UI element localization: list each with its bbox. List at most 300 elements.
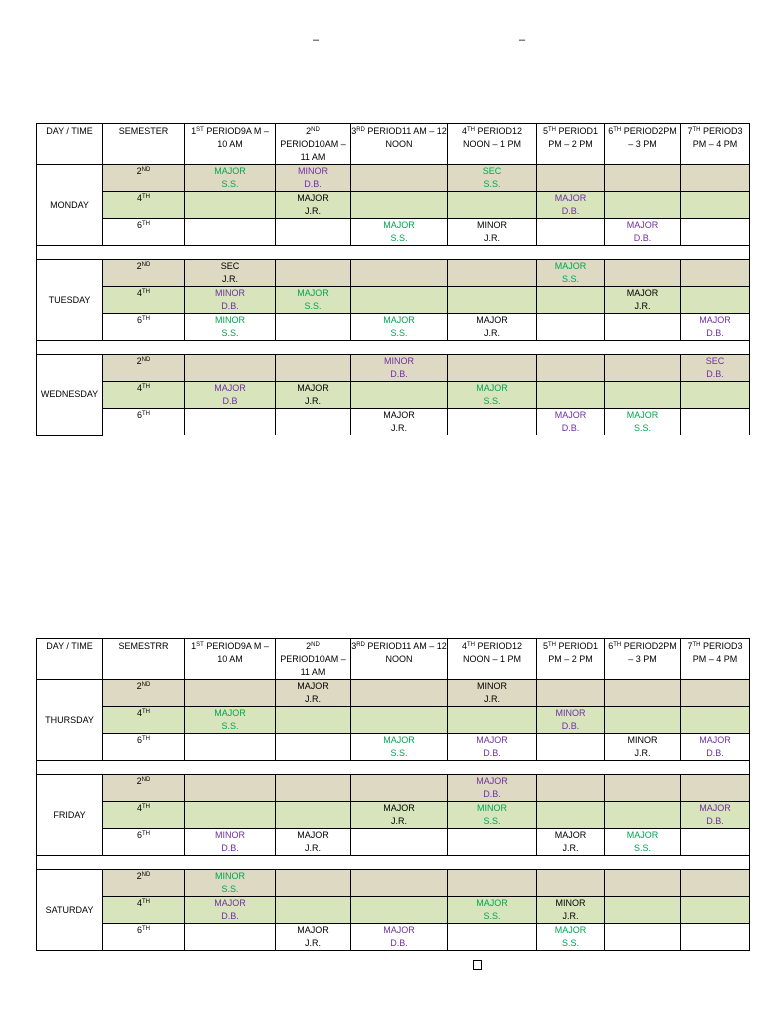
period-cell: [448, 802, 537, 829]
semester-cell: [103, 382, 185, 409]
semester-ordinal: TH: [142, 899, 150, 905]
semester-cell: [103, 734, 185, 761]
teacher-initials: S.S.: [390, 328, 408, 338]
course-type: MINOR: [555, 898, 586, 908]
course-type: MAJOR: [476, 735, 508, 745]
header-row: [37, 124, 750, 165]
separator-cell: [37, 856, 750, 870]
schedule-row: [37, 707, 750, 734]
period-cell: [537, 219, 605, 246]
period-cell: [351, 382, 448, 409]
schedule-row: [37, 680, 750, 707]
period-cell: [351, 775, 448, 802]
separator-cell: [37, 761, 750, 775]
period-cell: [351, 707, 448, 734]
semester-ordinal: TH: [142, 316, 150, 322]
course-type: MAJOR: [626, 410, 659, 420]
period-cell: [605, 802, 681, 829]
period-cell: [605, 165, 681, 192]
period-ordinal: ND: [311, 127, 320, 133]
period-cell: [276, 314, 351, 341]
period-cell: [681, 355, 750, 382]
semester-cell: [103, 260, 185, 287]
teacher-initials: S.S.: [633, 423, 651, 433]
teacher-initials: S.S.: [561, 274, 579, 284]
period-word: PERIOD: [280, 139, 315, 149]
period-header-3: [351, 124, 448, 165]
period-cell: [448, 355, 537, 382]
teacher-initials: S.S.: [221, 328, 239, 338]
schedule-row: [37, 870, 750, 897]
teacher-initials: J.R.: [483, 694, 500, 704]
teacher-initials: S.S.: [483, 396, 501, 406]
period-cell: [276, 870, 351, 897]
teacher-initials: D.B.: [706, 748, 724, 758]
period-word: PERIOD: [703, 126, 738, 136]
period-cell: [185, 219, 276, 246]
period-cell: [537, 382, 605, 409]
period-cell: [351, 260, 448, 287]
schedule-row: [37, 897, 750, 924]
period-word: PERIOD: [703, 641, 738, 651]
period-ordinal: TH: [692, 127, 701, 133]
course-type: MAJOR: [214, 898, 246, 908]
semester-number: 6: [136, 735, 142, 745]
course-type: MAJOR: [476, 776, 508, 786]
semester-cell: [103, 165, 185, 192]
period-cell: [185, 680, 276, 707]
period-title: [351, 641, 402, 651]
semester-ordinal: ND: [141, 682, 151, 688]
semester-header: SEMESTRR: [103, 639, 185, 680]
period-cell: [276, 287, 351, 314]
period-cell: [276, 680, 351, 707]
schedule-row: [37, 260, 750, 287]
period-cell: [605, 192, 681, 219]
period-cell: [605, 260, 681, 287]
semester-cell: [103, 802, 185, 829]
period-cell: [185, 382, 276, 409]
course-type: SEC: [220, 261, 240, 271]
semester-cell: [103, 775, 185, 802]
teacher-initials: J.R.: [221, 274, 238, 284]
period-cell: [681, 314, 750, 341]
schedule-row: [37, 382, 750, 409]
period-cell: [537, 287, 605, 314]
period-cell: [185, 775, 276, 802]
course-type: MAJOR: [476, 383, 508, 393]
period-word: PERIOD: [477, 641, 513, 651]
course-type: MAJOR: [699, 735, 731, 745]
teacher-initials: J.R.: [562, 911, 579, 921]
period-ordinal: ND: [311, 642, 320, 648]
period-time: 10AM – 11 AM: [300, 139, 346, 162]
period-header-1: [185, 639, 276, 680]
period-cell: [276, 897, 351, 924]
period-ordinal: TH: [466, 127, 475, 133]
period-header-3: [351, 639, 448, 680]
period-header-6: [605, 639, 681, 680]
period-title: [462, 126, 512, 136]
course-type: MAJOR: [383, 410, 415, 420]
period-header-6: [605, 124, 681, 165]
course-type: MINOR: [215, 315, 245, 325]
period-header-1: [185, 124, 276, 165]
separator-cell: [37, 246, 750, 260]
period-cell: [537, 192, 605, 219]
teacher-initials: D.B.: [304, 179, 322, 189]
course-type: MAJOR: [554, 193, 587, 203]
course-type: MAJOR: [214, 708, 246, 718]
semester-number: 4: [136, 803, 142, 813]
period-cell: [681, 829, 750, 856]
period-header-5: [537, 639, 605, 680]
period-time: 12 NOON – 1 PM: [462, 126, 523, 149]
course-type: MAJOR: [554, 925, 587, 935]
course-type: MAJOR: [699, 315, 731, 325]
left-dash-mark: –: [313, 34, 320, 46]
period-cell: [537, 355, 605, 382]
period-number: 4: [461, 126, 467, 136]
semester-number: 6: [136, 830, 142, 840]
day-label-thursday: THURSDAY: [37, 680, 103, 761]
schedule-row: [37, 802, 750, 829]
period-cell: [276, 165, 351, 192]
day-time-header: DAY / TIME: [37, 639, 103, 680]
teacher-initials: J.R.: [634, 748, 651, 758]
course-type: MAJOR: [297, 925, 329, 935]
period-ordinal: TH: [692, 642, 701, 648]
period-cell: [185, 409, 276, 436]
period-word: PERIOD: [280, 654, 315, 664]
period-cell: [681, 409, 750, 436]
period-cell: [276, 802, 351, 829]
schedule-row: [37, 287, 750, 314]
course-type: MAJOR: [476, 898, 508, 908]
period-number: 7: [687, 641, 693, 651]
period-title: [191, 126, 241, 136]
course-type: MAJOR: [626, 830, 659, 840]
day-label-wednesday: WEDNESDAY: [37, 355, 103, 436]
schedule-row: [37, 734, 750, 761]
semester-cell: [103, 829, 185, 856]
semester-number: 2: [136, 166, 142, 176]
period-cell: [185, 897, 276, 924]
period-cell: [448, 219, 537, 246]
semester-number: 4: [136, 708, 142, 718]
teacher-initials: D.B.: [221, 911, 239, 921]
period-header-4: [448, 639, 537, 680]
period-cell: [448, 314, 537, 341]
teacher-initials: D.B.: [706, 816, 724, 826]
semester-number: 4: [136, 898, 142, 908]
period-cell: [605, 707, 681, 734]
semester-ordinal: ND: [141, 167, 151, 173]
day-separator-row: [37, 341, 750, 355]
teacher-initials: S.S.: [390, 233, 408, 243]
course-type: MAJOR: [383, 315, 415, 325]
period-ordinal: TH: [547, 642, 556, 648]
course-type: MINOR: [555, 708, 586, 718]
period-cell: [351, 165, 448, 192]
semester-ordinal: ND: [141, 262, 151, 268]
teacher-initials: S.S.: [483, 816, 501, 826]
day-separator-row: [37, 856, 750, 870]
teacher-initials: J.R.: [304, 206, 321, 216]
period-cell: [276, 219, 351, 246]
day-label-tuesday: TUESDAY: [37, 260, 103, 341]
period-cell: [351, 680, 448, 707]
period-time: 10AM – 11 AM: [300, 654, 346, 677]
period-cell: [681, 775, 750, 802]
period-ordinal: RD: [356, 127, 365, 133]
teacher-initials: D.B.: [390, 369, 408, 379]
period-cell: [185, 870, 276, 897]
semester-cell: [103, 707, 185, 734]
period-number: 5: [542, 641, 548, 651]
period-cell: [448, 165, 537, 192]
period-cell: [448, 924, 537, 951]
period-title: [543, 126, 593, 136]
teacher-initials: S.S.: [390, 748, 408, 758]
schedule-row: [37, 355, 750, 382]
semester-ordinal: TH: [142, 709, 150, 715]
period-cell: [185, 165, 276, 192]
period-time: 11 AM – 12 NOON: [385, 641, 447, 664]
schedule-row: [37, 219, 750, 246]
period-cell: [185, 802, 276, 829]
teacher-initials: J.R.: [304, 843, 321, 853]
period-cell: [448, 287, 537, 314]
period-number: 2: [306, 126, 312, 136]
teacher-initials: J.R.: [483, 328, 500, 338]
semester-ordinal: ND: [141, 357, 151, 363]
period-cell: [681, 192, 750, 219]
semester-ordinal: TH: [142, 411, 150, 417]
semester-cell: [103, 680, 185, 707]
period-cell: [681, 870, 750, 897]
period-word: PERIOD: [477, 126, 513, 136]
period-cell: [537, 314, 605, 341]
period-cell: [681, 897, 750, 924]
period-cell: [351, 924, 448, 951]
period-cell: [351, 355, 448, 382]
period-cell: [605, 924, 681, 951]
course-type: SEC: [705, 356, 725, 366]
period-number: 4: [461, 641, 467, 651]
teacher-initials: S.S.: [561, 938, 579, 948]
period-time: 2PM – 3 PM: [628, 126, 677, 149]
course-type: MINOR: [384, 356, 414, 366]
period-cell: [605, 409, 681, 436]
period-cell: [448, 192, 537, 219]
course-type: MINOR: [215, 830, 245, 840]
schedule-row: [37, 924, 750, 951]
period-header-2: [276, 639, 351, 680]
course-type: MAJOR: [297, 193, 329, 203]
period-header-2: [276, 124, 351, 165]
semester-ordinal: TH: [142, 926, 150, 932]
course-type: MAJOR: [214, 166, 246, 176]
period-cell: [276, 775, 351, 802]
period-cell: [351, 314, 448, 341]
period-cell: [276, 192, 351, 219]
teacher-initials: D.B.: [561, 206, 580, 216]
period-cell: [351, 897, 448, 924]
course-type: MINOR: [298, 166, 328, 176]
period-number: 3: [351, 126, 357, 136]
period-cell: [351, 870, 448, 897]
course-type: MINOR: [477, 681, 507, 691]
teacher-initials: D.B.: [483, 789, 501, 799]
course-type: MAJOR: [214, 383, 246, 393]
period-time: 11 AM – 12 NOON: [385, 126, 447, 149]
teacher-initials: D.B.: [483, 748, 501, 758]
period-header-7: [681, 124, 750, 165]
period-number: 5: [542, 126, 548, 136]
period-cell: [681, 382, 750, 409]
period-cell: [681, 287, 750, 314]
period-title: [462, 641, 512, 651]
period-cell: [681, 924, 750, 951]
period-cell: [537, 707, 605, 734]
course-type: MAJOR: [297, 830, 329, 840]
course-type: MAJOR: [297, 288, 329, 298]
semester-number: 6: [136, 220, 142, 230]
period-cell: [681, 802, 750, 829]
schedule-row: [37, 775, 750, 802]
semester-cell: [103, 219, 185, 246]
period-header-5: [537, 124, 605, 165]
semester-number: 6: [136, 315, 142, 325]
period-cell: [351, 192, 448, 219]
period-cell: [185, 829, 276, 856]
schedule-row: [37, 165, 750, 192]
period-cell: [276, 260, 351, 287]
period-time: 1 PM – 2 PM: [548, 641, 599, 664]
teacher-initials: D.B.: [706, 369, 724, 379]
day-label-friday: FRIDAY: [37, 775, 103, 856]
semester-ordinal: TH: [142, 831, 150, 837]
semester-cell: [103, 287, 185, 314]
period-word: PERIOD: [558, 126, 594, 136]
period-cell: [448, 409, 537, 436]
period-cell: [351, 409, 448, 436]
period-cell: [448, 707, 537, 734]
period-cell: [185, 260, 276, 287]
course-type: MINOR: [215, 871, 245, 881]
teacher-initials: S.S.: [221, 884, 239, 894]
period-cell: [537, 680, 605, 707]
day-separator-row: [37, 761, 750, 775]
teacher-initials: J.R.: [390, 816, 407, 826]
period-time: 1 PM – 2 PM: [548, 126, 599, 149]
course-type: MINOR: [477, 220, 507, 230]
course-type: MINOR: [215, 288, 245, 298]
semester-ordinal: TH: [142, 221, 150, 227]
period-cell: [448, 870, 537, 897]
period-title: [608, 126, 658, 136]
period-cell: [605, 775, 681, 802]
semester-number: 6: [136, 410, 142, 420]
period-cell: [537, 734, 605, 761]
period-cell: [351, 802, 448, 829]
period-number: 6: [608, 126, 614, 136]
semester-number: 6: [136, 925, 142, 935]
teacher-initials: D.B.: [561, 423, 580, 433]
header-row: [37, 639, 750, 680]
teacher-initials: S.S.: [221, 179, 239, 189]
period-ordinal: TH: [547, 127, 556, 133]
schedule-row: [37, 192, 750, 219]
period-cell: [537, 829, 605, 856]
teacher-initials: J.R.: [562, 843, 579, 853]
period-title: [191, 641, 241, 651]
period-cell: [681, 734, 750, 761]
semester-cell: [103, 314, 185, 341]
timetable-thu-sat: [36, 638, 750, 951]
period-cell: [681, 680, 750, 707]
period-cell: [185, 355, 276, 382]
period-cell: [605, 287, 681, 314]
period-cell: [605, 734, 681, 761]
period-ordinal: TH: [613, 642, 622, 648]
course-type: MAJOR: [626, 288, 659, 298]
semester-ordinal: TH: [142, 736, 150, 742]
period-number: 1: [191, 641, 197, 651]
period-word: PERIOD: [623, 641, 659, 651]
day-label-saturday: SATURDAY: [37, 870, 103, 951]
teacher-initials: S.S.: [221, 721, 239, 731]
period-cell: [681, 260, 750, 287]
course-type: MAJOR: [383, 803, 415, 813]
period-cell: [276, 355, 351, 382]
period-cell: [537, 260, 605, 287]
teacher-initials: S.S.: [483, 179, 501, 189]
period-number: 3: [351, 641, 357, 651]
semester-cell: [103, 924, 185, 951]
period-cell: [276, 829, 351, 856]
course-type: MAJOR: [626, 220, 659, 230]
period-cell: [276, 409, 351, 436]
period-time: 9A M – 10 AM: [217, 641, 269, 664]
period-number: 2: [306, 641, 312, 651]
period-time: 2PM – 3 PM: [628, 641, 677, 664]
period-cell: [605, 219, 681, 246]
course-type: MAJOR: [383, 925, 415, 935]
period-cell: [681, 219, 750, 246]
period-cell: [351, 829, 448, 856]
teacher-initials: J.R.: [390, 423, 407, 433]
semester-cell: [103, 192, 185, 219]
period-cell: [448, 829, 537, 856]
teacher-initials: D.B.: [633, 233, 652, 243]
period-cell: [276, 707, 351, 734]
period-number: 7: [687, 126, 693, 136]
period-time: 3 PM – 4 PM: [692, 126, 743, 149]
period-cell: [351, 287, 448, 314]
semester-cell: [103, 870, 185, 897]
course-type: MAJOR: [699, 803, 731, 813]
teacher-initials: D.B.: [706, 328, 724, 338]
course-type: MAJOR: [554, 261, 587, 271]
period-cell: [185, 314, 276, 341]
semester-number: 2: [136, 871, 142, 881]
period-cell: [448, 382, 537, 409]
empty-box-glyph: [473, 960, 482, 970]
period-cell: [681, 165, 750, 192]
semester-cell: [103, 355, 185, 382]
